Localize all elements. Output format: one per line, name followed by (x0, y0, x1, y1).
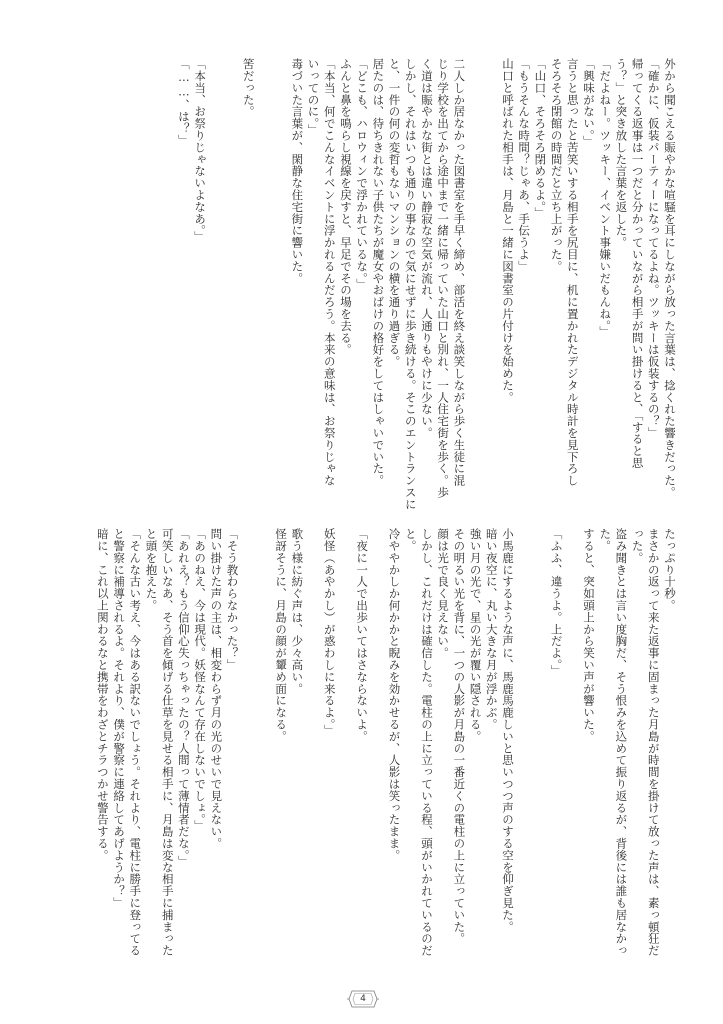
text-line (208, 58, 224, 513)
text-line (467, 58, 483, 513)
text-line: 「本当、お祭りじゃないよなあ。」 (193, 58, 208, 243)
text-line: 「あのねえ、今は現代。妖怪なんて存在しないでしょ。」 (193, 528, 208, 832)
text-line (338, 528, 354, 973)
text-line: 小馬鹿にするような声に、馬鹿馬鹿しいと思いつつ声のする空を仰ぎ見た。 (500, 528, 515, 933)
text-line: 暗に、これ以上関わるなと携帯をわざとチラつかせ警告する。 (95, 528, 110, 862)
text-line: う？」と突き放した言葉を返した。 (614, 58, 629, 249)
text-line (305, 528, 321, 973)
text-line: 山口と呼ばれた相手は、月島と一緒に図書室の片付けを始めた。 (500, 58, 515, 404)
text-line: 顔は光で良く見えない。 (436, 528, 451, 659)
text-line: た。 (598, 528, 613, 552)
text-line: まさかの返って来た返事に固まった月島が時間を掛けて放った声は、素っ頓狂だ (646, 528, 661, 957)
text-line: 「夜に一人で出歩いてはさならないよ。 (355, 528, 370, 743)
text-line: そろそろ閉館の時間だと立ち上がった。 (549, 58, 564, 273)
page-number-badge (346, 988, 380, 1010)
text-line: と警察に補導されるよ。それより、僕が警察に連絡してあげようか？」 (112, 528, 127, 909)
text-line: 筈だった。 (241, 58, 256, 118)
text-line: 帰ってくる返事は一つだと分かっていながら相手が問い掛けると、「すると思 (630, 58, 645, 469)
text-line: と、一件の何の変哲もないマンションの横を通り過ぎる。 (387, 58, 402, 368)
text-line (516, 528, 532, 973)
text-line: 毒づいた言葉が、閑静な住宅街に響いた。 (290, 58, 305, 285)
page-number: 4 (360, 994, 366, 1004)
text-line: 「……、は？」 (176, 58, 191, 147)
text-line: 強い月の光で、星の光が覆い隠される。 (468, 528, 483, 743)
text-line: ふんと鼻を鳴らし視線を戻すと、早足でその場を去る。 (338, 58, 353, 356)
text-line (273, 58, 289, 513)
text-line: 「あれえ？もう信仰心失っちゃったの？人間って薄情者だな。」 (176, 528, 191, 868)
text-line: 冷ややかしか何かかと睨みを効かせるが、人影は笑ったまま。 (387, 528, 402, 862)
text-line: 「ふふ、違うよ。上だよ。」 (549, 528, 564, 677)
text-line: しかし、これだけは確信した。電柱の上に立っている程、頭がいかれているのだ (419, 528, 434, 957)
text-line: 「どこも、ハロウィンで浮かれているな。」 (355, 58, 370, 291)
text-line: 「確かに、仮装パーティーになってるよね。ツッキーは仮装するの？」 (646, 58, 661, 439)
text-line: 妖怪（あやかし）が惑わしに来るよ。」 (322, 528, 337, 737)
text-line: 外から聞こえる賑やかな喧騒を耳にしながら放った言葉は、捻くれた響きだった。 (663, 58, 677, 499)
text-line (257, 58, 273, 513)
text-line (224, 58, 240, 513)
text-line (370, 528, 386, 973)
text-line: と頭を抱えた。 (144, 528, 159, 612)
text-line: しかし、それはいつも通りの事なので気にせずに歩き続ける。そこのエントランスに (403, 58, 418, 511)
text-line: った。 (630, 528, 645, 564)
text-line: いってのに。」 (306, 58, 321, 136)
text-line: 「そんな古い考え、今はある訳ないでしょう。それより、電柱に勝手に登ってる (128, 528, 143, 957)
text-line (257, 528, 273, 973)
text-line: 「本当、何でこんなイベントに浮かれるんだろう。本来の意味は、お祭りじゃな (322, 58, 337, 487)
text-line (565, 528, 581, 973)
text-line (241, 528, 257, 973)
text-line: 「興味がない。」 (581, 58, 596, 148)
text-line: 暗い夜空に、丸い大きな月が浮かぶ。 (484, 528, 499, 731)
text-line (484, 58, 500, 513)
text-line (532, 528, 548, 973)
text-line: 可笑しいなあ、そう首を傾げる仕草を見せる相手に、月島は変な相手に捕まった (160, 528, 175, 957)
text-line: 盗み聞きとは言い度胸だ、そう恨みを込めて振り返るが、背後には誰も居なかっ (614, 528, 629, 957)
text-line: 「山口、そろそろ閉めるよ。」 (533, 58, 548, 219)
text-line: 「そう教わらなかった？」 (225, 528, 240, 671)
text-line: く道は賑やかな街とは違い静寂な空気が流れ、人通りもやけに少ない。 (419, 58, 434, 439)
text-line: 「もうそんな時間？じゃあ、手伝うよ」 (517, 58, 532, 273)
text-line: と。 (403, 528, 418, 552)
text-line: たっぷり十秒。 (663, 528, 677, 612)
upper-text-block (176, 58, 678, 513)
text-line: その明るい光を背に、一つの人影が月島の一番近くの電柱の上に立っていた。 (452, 528, 467, 945)
text-line: 二人しか居なかった図書室を手早く締め、部活を終え談笑しながら歩く生徒に混 (452, 58, 467, 487)
text-line: 怪訝そうに、月島の顔が顰め面になる。 (274, 528, 289, 743)
text-line: 居たのは、待ちきれない子供たちが魔女やおばけの格好をしてはしゃいでいた。 (371, 58, 386, 487)
text-line: 「だよねー。ツッキー、イベント事嫌いだもんね。」 (598, 58, 613, 338)
text-line: 歌う様に紡ぐ声は、少々高い。 (290, 528, 305, 695)
text-line: 問い掛けた声の主は、相変わらず月の光のせいで見えない。 (209, 528, 224, 850)
lower-text-block (95, 528, 678, 973)
text-line: 言うと思ったと苦笑いする相手を尻目に、机に置かれたデジタル時計を見下ろし (565, 58, 580, 487)
text-line: じり学校を出てから途中まで一緒に帰っていた山口と別れ、一人住宅街を歩く。歩 (436, 58, 451, 499)
text-line: すると、突如頭上から笑い声が響いた。 (581, 528, 596, 743)
